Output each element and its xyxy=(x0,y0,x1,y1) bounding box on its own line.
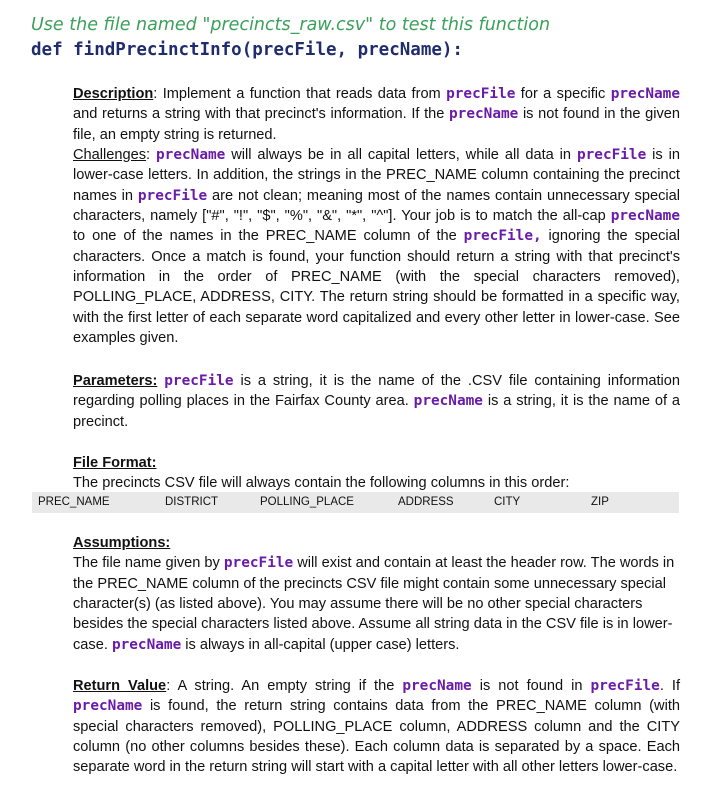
column-district: DISTRICT xyxy=(165,496,219,508)
return-value-label: Return Value xyxy=(73,678,167,694)
return-value-text: . If xyxy=(659,678,680,694)
challenges-text: : xyxy=(146,147,156,164)
code-precname: precName xyxy=(610,208,680,225)
assumptions-label: Assumptions: xyxy=(73,535,171,551)
challenges-text: to one of the names in the PREC_NAME column of the xyxy=(73,228,464,245)
column-zip: ZIP xyxy=(591,496,609,508)
column-address: ADDRESS xyxy=(398,496,454,508)
code-precname: precName xyxy=(449,106,519,123)
code-precfile: precFile, xyxy=(463,228,542,245)
code-precfile: precFile xyxy=(137,187,208,204)
parameters-section xyxy=(73,371,680,432)
csv-header-row xyxy=(32,492,679,513)
challenges-label: Challenges xyxy=(73,147,147,164)
challenges-text: is in lower-case letters. In addition, the strings in the PREC_NAME column containing the precinct names in xyxy=(73,147,680,204)
code-precfile: precFile xyxy=(164,373,234,389)
code-precname: precName xyxy=(111,636,182,653)
column-polling-place: POLLING_PLACE xyxy=(260,496,354,508)
return-value-text: is not found in xyxy=(471,678,591,694)
column-prec-name: PREC_NAME xyxy=(38,496,110,508)
challenges-text: are not clean; meaning most of the names contain unnecessary special characters, namely ["#", "!", "$", "%", "&", "*", "^"]. Your job is to match the all-cap xyxy=(73,187,680,225)
return-value-text: is found, the return string contains data from the PREC_NAME column (with special characters removed), POLLING_PLACE column, ADDRESS column and the CITY column (no other columns besides these). Each column data is separated by a space. Each separate word in the return string will start with a capital letter with all other letters lower-case. xyxy=(73,698,680,776)
description-text: : Implement a function that reads data from xyxy=(153,86,447,102)
code-precfile: precFile xyxy=(223,555,294,572)
challenges-text: will always be in all capital letters, while all data in xyxy=(225,147,577,164)
description-text: is not found in the given file, an empty string is returned. xyxy=(73,106,680,143)
description-text: and returns a string with that precinct's information. If the xyxy=(73,106,449,123)
code-precname: precName xyxy=(156,147,226,164)
code-precfile: precFile xyxy=(590,678,660,694)
challenges-text: ignoring the special characters. Once a match is found, your function should return a string with that precinct's information in the order of PREC_NAME (with the special characters removed), POLLING_PLACE, ADDRESS, CITY. The return string should be formatted in a specific way, with the first letter of each separate word capitalized and every other letter in lower-case. See examples given. xyxy=(73,228,680,347)
function-signature: def findPrecinctInfo(precFile, precName): xyxy=(31,40,463,60)
return-value-section xyxy=(73,676,680,778)
description-text: for a specific xyxy=(515,86,611,102)
return-value-text: : A string. An empty string if the xyxy=(166,678,403,694)
assumptions-text: The file name given by xyxy=(73,555,224,572)
description-section xyxy=(73,84,680,348)
file-note: Use the file named "precincts_raw.csv" to test this function xyxy=(31,15,551,35)
code-precfile: precFile xyxy=(576,147,647,164)
file-format-label: File Format: xyxy=(73,455,157,471)
assumptions-section xyxy=(73,533,680,655)
code-precname: precName xyxy=(402,678,472,694)
code-precfile: precFile xyxy=(446,86,516,102)
file-format-section xyxy=(73,453,680,494)
code-precname: precName xyxy=(73,698,143,715)
code-precname: precName xyxy=(610,86,681,102)
file-format-text: The precincts CSV file will always contain the following columns in this order: xyxy=(73,475,570,492)
parameters-text: is a string, it is the name of the .CSV file containing information regarding polling places in the Fairfax County area. xyxy=(73,373,680,410)
parameters-label: Parameters: xyxy=(73,373,158,389)
assumptions-text: will exist and contain at least the header row. The words in the PREC_NAME column of the precincts CSV file might contain some unnecessary special character(s) (as listed above). You may assume there will be no other special characters besides the special characters listed above. Assume all string data in the CSV file is in lower-case. xyxy=(73,555,675,653)
parameters-text: is a string, it is the name of a precinct. xyxy=(73,393,680,430)
code-precname: precName xyxy=(413,393,483,410)
description-label: Description xyxy=(73,86,154,102)
assumptions-text: is always in all-capital (upper case) letters. xyxy=(181,636,460,653)
column-city: CITY xyxy=(494,496,521,508)
